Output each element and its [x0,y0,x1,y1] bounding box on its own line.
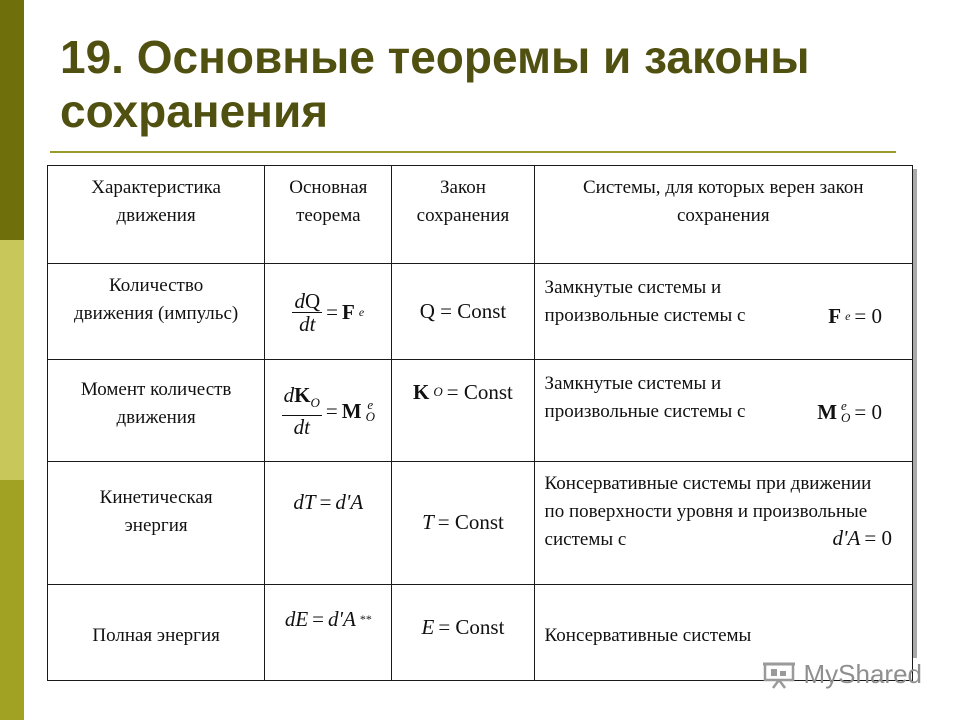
watermark-text: MyShared [803,659,922,689]
row-theorem-formula [265,585,392,681]
table-row [48,360,913,462]
condition-external-force-zero: F e = 0 [828,304,882,328]
side-bar-middle [0,240,24,480]
formula-kinetic-energy-theorem: dT = d'A [293,490,364,514]
side-bar-bottom [0,480,24,720]
formula-kinetic-energy-conservation: T = Const [422,510,504,534]
row-law-formula [392,264,534,360]
row-systems [534,264,912,360]
row-systems-text: Консервативные системы [534,585,912,681]
formula-total-energy-conservation: E = Const [421,615,505,639]
row-characteristic: Момент количеств движения [48,360,265,462]
row-theorem-formula [265,462,392,585]
condition-external-moment-zero: M e O = 0 [817,398,882,425]
formula-angular-momentum-conservation: K O = Const [413,380,513,404]
row-systems [534,360,912,462]
row-systems [534,462,912,585]
title-underline [50,151,896,153]
row-characteristic: Количество движения (импульс) [48,264,265,360]
row-law-formula [392,462,534,585]
projector-screen-icon [762,660,796,690]
formula-momentum-theorem: $\frac{dQ}{dt}$ = F e [294,288,365,336]
formula-momentum-conservation: Q = Const [419,298,507,323]
row-theorem-formula [265,264,392,360]
table-row [48,264,913,360]
header-law: Закон сохранения [392,166,534,264]
row-characteristic: Кинетическая энергия [48,462,265,585]
condition-work-zero: d'A = 0 [832,526,892,550]
header-characteristic: Характеристика движения [48,166,265,264]
table-row [48,462,913,585]
formula-angular-momentum-theorem: $\frac{dK_O}{dt}$ = M e O [283,383,375,439]
row-systems-text: Замкнутые системы и произвольные системы с [544,277,746,326]
side-bar-top [0,0,24,240]
row-systems-text: Замкнутые системы и произвольные системы с [544,373,746,422]
header-systems: Системы, для которых верен закон сохранения [534,166,912,264]
watermark [762,659,923,690]
conservation-laws-table [47,165,913,681]
row-law-formula [392,360,534,462]
row-theorem-formula [265,360,392,462]
header-theorem: Основная теорема [265,166,392,264]
row-law-formula [392,585,534,681]
row-systems-text: Консервативные системы при движении по поверхности уровня и произвольные системы с [544,473,872,550]
row-characteristic: Полная энергия [48,585,265,681]
formula-total-energy-theorem: dE = d'A ** [284,607,372,631]
slide-title: 19. Основные теоремы и законы сохранения [60,31,810,137]
table-header-row [48,166,913,264]
